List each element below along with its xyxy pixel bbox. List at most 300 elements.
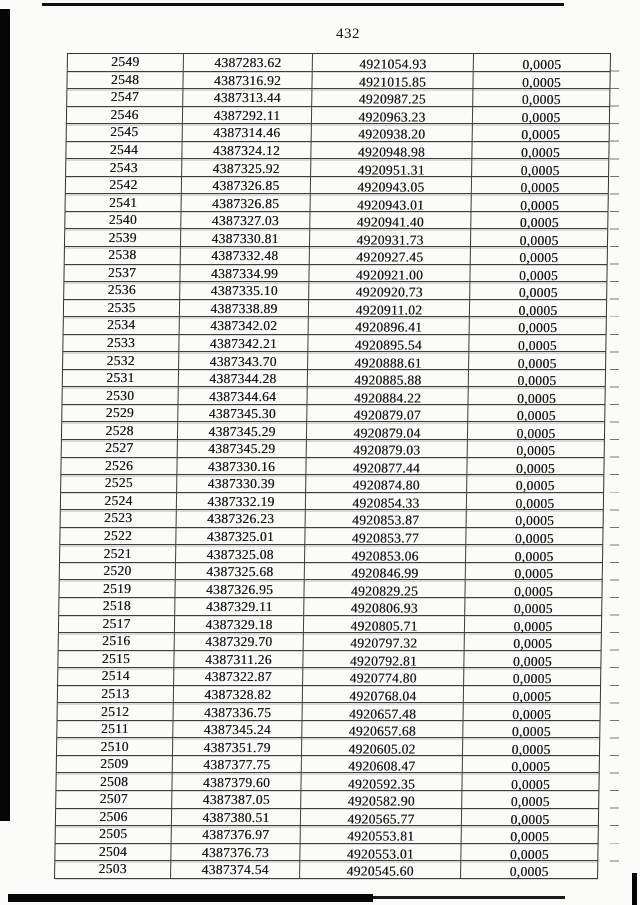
cell-x-coordinate <box>172 790 301 808</box>
table-row <box>67 71 610 89</box>
cell-y-coordinate-text: 4921015.85 <box>358 74 427 90</box>
cell-x-coordinate-text: 4387322.87 <box>204 669 272 685</box>
cell-point-id-text: 2513 <box>101 685 130 701</box>
cell-y-coordinate <box>309 229 470 247</box>
cell-tolerance <box>464 668 601 686</box>
cell-point-id <box>55 826 171 844</box>
cell-point-id <box>66 106 182 124</box>
cell-point-id-text: 2529 <box>105 405 135 421</box>
cell-x-coordinate-text: 4387316.92 <box>213 72 282 88</box>
cell-y-coordinate-text: 4920582.90 <box>347 793 415 809</box>
cell-point-id <box>65 211 181 229</box>
cell-x-coordinate-text: 4387342.21 <box>209 336 278 352</box>
cell-y-coordinate <box>306 440 467 458</box>
cell-x-coordinate-text: 4387335.10 <box>210 283 278 299</box>
cell-y-coordinate <box>307 387 468 405</box>
cell-x-coordinate <box>178 404 307 422</box>
cell-y-coordinate <box>301 738 462 756</box>
cell-point-id <box>61 457 177 475</box>
cell-point-id-text: 2515 <box>101 650 131 666</box>
cell-y-coordinate <box>300 826 461 844</box>
cell-tolerance <box>464 615 601 633</box>
cell-x-coordinate <box>174 668 303 686</box>
cell-point-id-text: 2526 <box>104 457 134 473</box>
cell-point-id <box>65 194 181 212</box>
table-row <box>56 738 599 756</box>
cell-point-id-text: 2525 <box>104 475 133 491</box>
cell-y-coordinate-text: 4920888.61 <box>354 355 422 371</box>
cell-point-id <box>67 71 183 89</box>
cell-y-coordinate-text: 4920553.81 <box>347 828 415 844</box>
cell-tolerance-text: 0,0005 <box>519 250 559 266</box>
cell-tolerance-text: 0,0005 <box>514 531 554 547</box>
cell-tolerance <box>471 194 608 212</box>
cell-x-coordinate <box>180 247 309 265</box>
cell-point-id-text: 2504 <box>98 843 128 859</box>
cell-tolerance <box>470 282 607 300</box>
cell-x-coordinate-text: 4387380.51 <box>202 809 270 825</box>
cell-x-coordinate <box>179 317 308 335</box>
cell-x-coordinate <box>172 773 301 791</box>
cell-tolerance <box>466 510 603 528</box>
table-row <box>63 334 606 352</box>
cell-y-coordinate-text: 4920879.07 <box>353 407 421 423</box>
cell-tolerance-text: 0,0005 <box>511 741 551 757</box>
cell-point-id-text: 2537 <box>107 264 137 280</box>
cell-y-coordinate <box>310 194 471 212</box>
table-row <box>56 773 599 791</box>
cell-y-coordinate <box>304 545 465 563</box>
cell-y-coordinate <box>307 404 468 422</box>
table-row <box>62 369 605 387</box>
cell-x-coordinate-text: 4387327.03 <box>211 213 280 229</box>
cell-point-id-text: 2528 <box>105 422 134 438</box>
cell-x-coordinate-text: 4387336.75 <box>203 704 272 720</box>
cell-tolerance-text: 0,0005 <box>514 548 554 564</box>
cell-x-coordinate-text: 4387324.12 <box>212 143 281 158</box>
cell-x-coordinate <box>183 54 312 72</box>
cell-tolerance <box>466 527 603 545</box>
cell-point-id <box>57 720 173 738</box>
cell-tolerance-text: 0,0005 <box>521 74 562 90</box>
cell-tolerance <box>465 562 602 580</box>
cell-y-coordinate-text: 4920605.02 <box>348 741 416 757</box>
cell-point-id-text: 2512 <box>100 703 130 719</box>
table-row <box>64 282 607 300</box>
cell-point-id <box>55 808 171 826</box>
cell-tolerance <box>467 422 604 440</box>
coordinates-table-body <box>55 54 611 879</box>
cell-tolerance <box>464 650 601 668</box>
cell-x-coordinate <box>178 369 307 387</box>
cell-tolerance-text: 0,0005 <box>516 443 556 459</box>
cell-tolerance-text: 0,0005 <box>513 618 553 634</box>
cell-point-id <box>61 440 177 458</box>
cell-y-coordinate-text: 4920931.73 <box>356 232 424 248</box>
cell-x-coordinate-text: 4387345.24 <box>203 722 272 738</box>
cell-y-coordinate <box>305 492 466 510</box>
cell-x-coordinate <box>180 229 309 247</box>
table-row <box>61 440 604 458</box>
cell-y-coordinate-text: 4920879.04 <box>353 425 421 441</box>
table-row <box>63 299 606 317</box>
cell-y-coordinate-text: 4920911.02 <box>355 302 423 318</box>
cell-x-coordinate <box>174 650 303 668</box>
cell-y-coordinate <box>311 106 472 124</box>
cell-x-coordinate <box>175 545 304 563</box>
cell-point-id-text: 2507 <box>99 791 128 807</box>
cell-y-coordinate <box>306 475 467 493</box>
cell-y-coordinate-text: 4920877.44 <box>352 460 421 476</box>
cell-point-id-text: 2548 <box>110 71 140 87</box>
cell-y-coordinate <box>309 264 470 282</box>
cell-point-id <box>63 352 179 370</box>
cell-x-coordinate-text: 4387344.28 <box>209 371 277 387</box>
cell-point-id-text: 2545 <box>110 124 139 140</box>
cell-x-coordinate-text: 4387332.19 <box>207 493 275 509</box>
cell-tolerance-text: 0,0005 <box>516 425 556 441</box>
cell-x-coordinate <box>182 124 311 142</box>
cell-point-id-text: 2517 <box>102 615 131 631</box>
cell-tolerance <box>472 159 609 177</box>
cell-x-coordinate <box>175 562 304 580</box>
cell-x-coordinate-text: 4387292.11 <box>213 107 281 123</box>
cell-tolerance-text: 0,0005 <box>509 846 549 862</box>
cell-point-id <box>66 159 182 177</box>
cell-y-coordinate <box>300 843 461 861</box>
table-row <box>59 597 602 615</box>
cell-x-coordinate-text: 4387330.39 <box>207 476 275 492</box>
cell-x-coordinate-text: 4387313.44 <box>213 90 281 106</box>
cell-point-id-text: 2547 <box>110 89 140 105</box>
scan-edge-bar-right <box>632 873 637 905</box>
cell-point-id-text: 2521 <box>103 545 132 561</box>
page-number: 432 <box>336 26 360 42</box>
cell-y-coordinate <box>304 562 465 580</box>
cell-tolerance-text: 0,0005 <box>515 495 555 511</box>
cell-tolerance-text: 0,0005 <box>520 162 560 178</box>
cell-y-coordinate <box>302 703 463 721</box>
cell-x-coordinate-text: 4387314.46 <box>213 125 281 141</box>
cell-point-id-text: 2538 <box>108 247 137 263</box>
table-row <box>58 633 601 651</box>
cell-point-id <box>56 755 172 773</box>
cell-x-coordinate <box>182 106 311 124</box>
cell-point-id <box>63 299 179 317</box>
cell-point-id-text: 2509 <box>100 756 129 772</box>
cell-point-id-text: 2505 <box>99 826 128 842</box>
cell-point-id <box>55 861 171 879</box>
cell-x-coordinate <box>182 141 311 159</box>
cell-x-coordinate <box>181 211 310 229</box>
cell-point-id <box>56 790 172 808</box>
cell-tolerance <box>464 633 601 651</box>
cell-point-id-text: 2527 <box>105 440 134 456</box>
cell-tolerance <box>468 404 605 422</box>
cell-tolerance-text: 0,0005 <box>513 601 553 617</box>
cell-tolerance <box>462 755 599 773</box>
cell-y-coordinate <box>305 510 466 528</box>
cell-x-coordinate-text: 4387376.73 <box>201 844 270 860</box>
cell-x-coordinate-text: 4387326.95 <box>205 581 274 597</box>
scan-edge-line-top <box>42 3 564 6</box>
cell-x-coordinate-text: 4387329.11 <box>205 599 273 615</box>
table-row <box>61 475 604 493</box>
cell-point-id-text: 2520 <box>103 563 132 579</box>
cell-point-id <box>67 89 183 107</box>
cell-tolerance-text: 0,0005 <box>518 320 558 336</box>
cell-x-coordinate-text: 4387332.48 <box>211 248 279 264</box>
cell-x-coordinate-text: 4387342.02 <box>210 318 278 334</box>
cell-point-id-text: 2508 <box>99 773 129 789</box>
cell-x-coordinate <box>177 475 306 493</box>
cell-y-coordinate-text: 4920774.80 <box>349 670 417 686</box>
cell-tolerance-text: 0,0005 <box>510 811 550 827</box>
cell-y-coordinate-text: 4920884.22 <box>353 390 422 406</box>
cell-point-id-text: 2503 <box>98 861 127 877</box>
cell-x-coordinate-text: 4387328.82 <box>204 686 272 702</box>
cell-y-coordinate-text: 4920657.68 <box>348 723 417 739</box>
cell-point-id <box>58 668 174 686</box>
cell-y-coordinate-text: 4920948.98 <box>357 144 426 160</box>
cell-tolerance-text: 0,0005 <box>512 653 553 669</box>
cell-y-coordinate <box>311 124 472 142</box>
table-row <box>59 545 602 563</box>
cell-point-id <box>62 369 178 387</box>
cell-y-coordinate-text: 4920805.71 <box>350 618 418 634</box>
cell-x-coordinate-text: 4387387.05 <box>202 792 270 808</box>
cell-tolerance <box>470 247 607 265</box>
cell-y-coordinate <box>309 282 470 300</box>
table-row <box>65 194 608 212</box>
cell-tolerance-text: 0,0005 <box>510 794 550 810</box>
cell-x-coordinate <box>173 720 302 738</box>
table-row <box>65 211 608 229</box>
table-row <box>60 510 603 528</box>
scan-edge-bar-bottom <box>8 894 373 902</box>
cell-x-coordinate <box>172 755 301 773</box>
cell-x-coordinate-text: 4387325.68 <box>206 564 274 580</box>
cell-y-coordinate <box>302 685 463 703</box>
table-row <box>63 352 606 370</box>
cell-y-coordinate-text: 4920853.87 <box>351 512 420 528</box>
cell-tolerance-text: 0,0005 <box>516 408 556 424</box>
cell-point-id <box>60 527 176 545</box>
table-row <box>62 387 605 405</box>
cell-tolerance <box>473 89 610 107</box>
cell-tolerance <box>461 808 598 826</box>
cell-tolerance <box>463 720 600 738</box>
cell-x-coordinate <box>171 843 300 861</box>
cell-x-coordinate-text: 4387376.97 <box>202 827 270 843</box>
cell-x-coordinate-text: 4387345.29 <box>208 441 276 457</box>
cell-y-coordinate-text: 4920943.05 <box>357 179 425 195</box>
cell-tolerance-text: 0,0005 <box>511 724 551 740</box>
cell-point-id-text: 2518 <box>102 598 132 614</box>
table-row <box>57 703 600 721</box>
cell-x-coordinate <box>183 71 312 89</box>
cell-y-coordinate <box>308 299 469 317</box>
cell-tolerance <box>466 492 603 510</box>
cell-x-coordinate-text: 4387345.29 <box>208 423 276 439</box>
cell-y-coordinate-text: 4920921.00 <box>355 267 424 283</box>
cell-y-coordinate <box>312 54 473 72</box>
cell-tolerance-text: 0,0005 <box>513 636 553 652</box>
cell-tolerance-text: 0,0005 <box>517 373 557 389</box>
cell-tolerance <box>472 141 609 159</box>
cell-y-coordinate-text: 4920853.77 <box>351 530 420 546</box>
cell-point-id <box>58 615 174 633</box>
table-row <box>55 808 598 826</box>
cell-x-coordinate-text: 4387344.64 <box>208 388 277 404</box>
cell-point-id <box>57 703 173 721</box>
cell-point-id-text: 2524 <box>104 492 133 508</box>
cell-point-id <box>66 141 182 159</box>
cell-y-coordinate <box>301 755 462 773</box>
cell-tolerance <box>467 440 604 458</box>
cell-x-coordinate-text: 4387377.75 <box>203 757 271 773</box>
cell-y-coordinate <box>303 615 464 633</box>
cell-x-coordinate <box>179 299 308 317</box>
cell-y-coordinate-text: 4920920.73 <box>355 284 423 300</box>
cell-y-coordinate-text: 4920963.23 <box>358 109 426 125</box>
cell-x-coordinate <box>179 334 308 352</box>
table-row <box>55 826 598 844</box>
cell-tolerance <box>469 334 606 352</box>
cell-x-coordinate <box>177 440 306 458</box>
cell-point-id <box>67 54 183 72</box>
cell-y-coordinate-text: 4920792.81 <box>349 653 418 669</box>
cell-x-coordinate-text: 4387325.08 <box>206 546 274 562</box>
cell-point-id <box>63 334 179 352</box>
cell-y-coordinate-text: 4920806.93 <box>350 600 418 616</box>
cell-y-coordinate <box>310 176 471 194</box>
cell-point-id-text: 2540 <box>108 212 138 228</box>
cell-point-id-text: 2534 <box>107 317 136 333</box>
cell-x-coordinate <box>174 633 303 651</box>
table-row <box>66 106 609 124</box>
cell-tolerance <box>467 457 604 475</box>
cell-y-coordinate-text: 4920943.01 <box>356 197 425 213</box>
cell-x-coordinate <box>180 282 309 300</box>
table-row <box>58 650 601 668</box>
cell-point-id <box>59 580 175 598</box>
cell-point-id-text: 2519 <box>102 580 132 596</box>
cell-point-id-text: 2523 <box>103 510 133 526</box>
cell-y-coordinate <box>301 773 462 791</box>
cell-y-coordinate <box>307 369 468 387</box>
cell-y-coordinate <box>304 597 465 615</box>
cell-tolerance-text: 0,0005 <box>510 829 550 845</box>
cell-x-coordinate-text: 4387326.85 <box>211 195 280 211</box>
cell-x-coordinate <box>182 159 311 177</box>
cell-tolerance <box>461 861 598 879</box>
table-row <box>63 317 606 335</box>
cell-point-id <box>61 475 177 493</box>
cell-y-coordinate-text: 4920927.45 <box>356 249 424 265</box>
table-row <box>62 404 605 422</box>
cell-tolerance <box>468 369 605 387</box>
cell-y-coordinate-text: 4920941.40 <box>356 214 425 230</box>
cell-point-id <box>61 422 177 440</box>
cell-tolerance-text: 0,0005 <box>520 145 561 160</box>
scan-edge-bar-left <box>0 9 10 821</box>
cell-point-id-text: 2536 <box>107 282 136 298</box>
table-row <box>56 755 599 773</box>
cell-tolerance-text: 0,0005 <box>520 197 560 213</box>
table-row <box>58 615 601 633</box>
cell-tolerance <box>471 176 608 194</box>
cell-tolerance-text: 0,0005 <box>512 688 552 704</box>
cell-point-id-text: 2531 <box>106 370 135 386</box>
cell-y-coordinate-text: 4920885.88 <box>354 372 422 388</box>
cell-x-coordinate <box>180 264 309 282</box>
cell-tolerance <box>463 703 600 721</box>
cell-tolerance <box>473 71 610 89</box>
cell-tolerance <box>465 597 602 615</box>
cell-tolerance <box>470 264 607 282</box>
cell-y-coordinate <box>306 422 467 440</box>
cell-tolerance <box>462 773 599 791</box>
cell-x-coordinate <box>174 615 303 633</box>
cell-tolerance-text: 0,0005 <box>515 460 556 476</box>
cell-point-id <box>58 633 174 651</box>
cell-tolerance-text: 0,0005 <box>516 390 557 406</box>
table-row <box>66 124 609 142</box>
cell-y-coordinate <box>311 159 472 177</box>
cell-x-coordinate-text: 4387343.70 <box>209 353 277 369</box>
cell-x-coordinate-text: 4387326.23 <box>206 511 275 527</box>
cell-x-coordinate-text: 4387330.16 <box>207 458 276 474</box>
cell-tolerance-text: 0,0005 <box>520 180 560 196</box>
cell-x-coordinate-text: 4387329.70 <box>205 634 273 650</box>
table-row <box>59 562 602 580</box>
cell-x-coordinate-text: 4387345.30 <box>208 406 277 422</box>
cell-point-id <box>58 650 174 668</box>
cell-point-id <box>64 229 180 247</box>
cell-y-coordinate-text: 4920553.01 <box>346 846 415 862</box>
cell-y-coordinate-text: 4920608.47 <box>348 758 416 774</box>
cell-x-coordinate <box>183 89 312 107</box>
cell-y-coordinate <box>312 89 473 107</box>
cell-x-coordinate-text: 4387334.99 <box>210 265 279 281</box>
cell-y-coordinate <box>311 141 472 159</box>
table-row <box>57 685 600 703</box>
cell-point-id <box>57 685 173 703</box>
cell-point-id-text: 2511 <box>100 721 129 737</box>
cell-point-id <box>62 404 178 422</box>
cell-tolerance-text: 0,0005 <box>522 57 562 73</box>
cell-y-coordinate-text: 4920951.31 <box>357 162 425 178</box>
cell-x-coordinate-text: 4387283.62 <box>214 55 282 71</box>
cell-tolerance-text: 0,0005 <box>519 215 559 231</box>
cell-x-coordinate <box>171 861 300 879</box>
cell-x-coordinate-text: 4387379.60 <box>202 774 271 790</box>
cell-tolerance <box>472 106 609 124</box>
coordinates-table <box>54 53 611 879</box>
cell-y-coordinate <box>304 580 465 598</box>
cell-tolerance-text: 0,0005 <box>509 864 549 880</box>
cell-y-coordinate-text: 4920797.32 <box>350 635 418 651</box>
cell-y-coordinate-text: 4921054.93 <box>359 56 427 72</box>
cell-point-id <box>64 264 180 282</box>
cell-tolerance-text: 0,0005 <box>518 285 558 301</box>
cell-tolerance-text: 0,0005 <box>517 355 557 371</box>
cell-tolerance-text: 0,0005 <box>514 566 554 582</box>
cell-y-coordinate <box>300 808 461 826</box>
cell-point-id <box>62 387 178 405</box>
cell-tolerance <box>461 843 598 861</box>
